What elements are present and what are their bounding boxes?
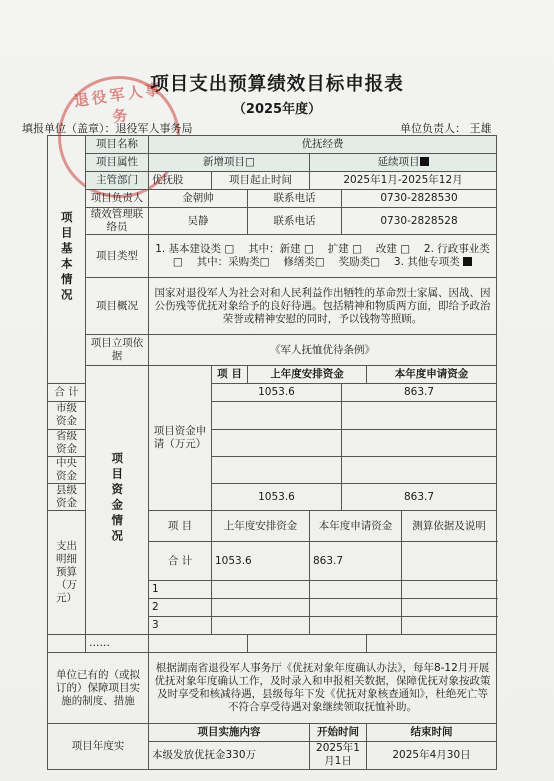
d-col-basis: 测算依据及说明 xyxy=(402,511,497,542)
detail-row-ellipsis: …… xyxy=(86,635,149,653)
label-detail-budget: 支出明细预算（万元） xyxy=(48,511,86,635)
value-project-type: 1. 基本建设类 □ 其中：新建 □ 扩建 □ 改建 □ 2. 行政事业类 □ 其中：采购类□ 修缮类□ 奖励类□ 3. 其他专项类 xyxy=(149,235,497,278)
value-overview: 国家对退役军人为社会对和人民利益作出牺牲的革命烈士家属、因战、因公伤残等优抚对象给予的良好待遇。包括精神和物质两方面，即给予政治荣誉或精神安慰的同时，予以钱物等照顾。 xyxy=(149,278,497,335)
value-phone: 0730-2828530 xyxy=(342,190,497,208)
detail-row: 1 xyxy=(48,581,497,599)
value-basis: 《军人抚恤优待条例》 xyxy=(149,335,497,366)
label-basis: 项目立项依据 xyxy=(86,335,149,366)
value-project-name: 优抚经费 xyxy=(149,136,497,154)
detail-row: 3 xyxy=(48,617,497,635)
label-annual-plan: 项目年度实 xyxy=(48,724,149,769)
fund-row: 市级资金 xyxy=(48,402,497,429)
col-prev: 上年度安排资金 xyxy=(248,366,367,384)
detail-row: 合 计 1053.6 863.7 xyxy=(48,542,497,581)
col-plan-end: 结束时间 xyxy=(367,724,497,742)
document-title: 项目支出预算绩效目标申报表 xyxy=(150,74,404,95)
seal-lettering: 退役军人事务 xyxy=(72,79,165,127)
col-plan-content: 项目实施内容 xyxy=(149,724,310,742)
fund-row: 中央资金 xyxy=(48,456,497,483)
label-fund-request: 项目资金申请（万元） xyxy=(149,366,212,511)
d-col-item: 项 目 xyxy=(149,511,212,542)
value-period: 2025年1月-2025年12月 xyxy=(310,172,497,190)
section-basic: 项目基本情况 xyxy=(48,136,86,384)
col-plan-start: 开始时间 xyxy=(310,724,367,742)
value-perf-contact: 吴静 xyxy=(149,208,248,235)
col-curr: 本年度申请资金 xyxy=(367,366,497,384)
label-phone2: 联系电话 xyxy=(248,208,342,235)
label-project-type: 项目类型 xyxy=(86,235,149,278)
detail-row: 2 xyxy=(48,599,497,617)
checked-box-icon xyxy=(463,257,472,266)
unit-responsible: 单位负责人： 王雄 xyxy=(400,122,492,135)
label-overview: 项目概况 xyxy=(86,278,149,335)
attr-continue: 延续项目 xyxy=(310,154,497,172)
fund-row: 省级资金 xyxy=(48,429,497,456)
section-funds: 项目资金情况 xyxy=(86,366,149,635)
fund-row: 合 计 1053.6 863.7 xyxy=(48,384,497,402)
fund-row: 县级资金 1053.6 863.7 xyxy=(48,484,497,511)
label-project-name: 项目名称 xyxy=(86,136,149,154)
label-system: 单位已有的（或拟订的）保障项目实施的制度、措施 xyxy=(48,653,149,724)
label-dept: 主管部门 xyxy=(86,172,149,190)
document-subtitle: （2025年度） xyxy=(232,102,322,117)
checked-box-icon xyxy=(420,157,429,166)
filing-unit: 填报单位（盖章）：退役军人事务局 xyxy=(22,122,193,135)
budget-form-table xyxy=(47,135,497,770)
label-project-attr: 项目属性 xyxy=(86,154,149,172)
d-col-prev: 上年度安排资金 xyxy=(212,511,310,542)
col-item: 项 目 xyxy=(212,366,248,384)
value-dept: 优抚股 xyxy=(149,172,212,190)
attr-new: 新增项目□ xyxy=(149,154,310,172)
value-owner: 金朝帅 xyxy=(149,190,248,208)
label-perf-contact: 绩效管理联络员 xyxy=(86,208,149,235)
label-phone: 联系电话 xyxy=(248,190,342,208)
plan-row: 本级发放优抚金330万 2025年1月1日 2025年4月30日 xyxy=(48,742,497,769)
value-phone2: 0730-2828528 xyxy=(342,208,497,235)
label-period: 项目起止时间 xyxy=(212,172,310,190)
label-owner: 项目负责人 xyxy=(86,190,149,208)
d-col-curr: 本年度申请资金 xyxy=(310,511,402,542)
value-system: 根据湖南省退役军人事务厅《优抚对象年度确认办法》，每年8-12月开展优抚对象年度确认工作，及时录入和申报相关数据，保障优抚对象按政策及时享受和核减待遇，县级每年下发《优抚对象核查通知》，杜绝死亡等不符合享受待遇对象继续领取抚恤补助。 xyxy=(149,653,497,724)
